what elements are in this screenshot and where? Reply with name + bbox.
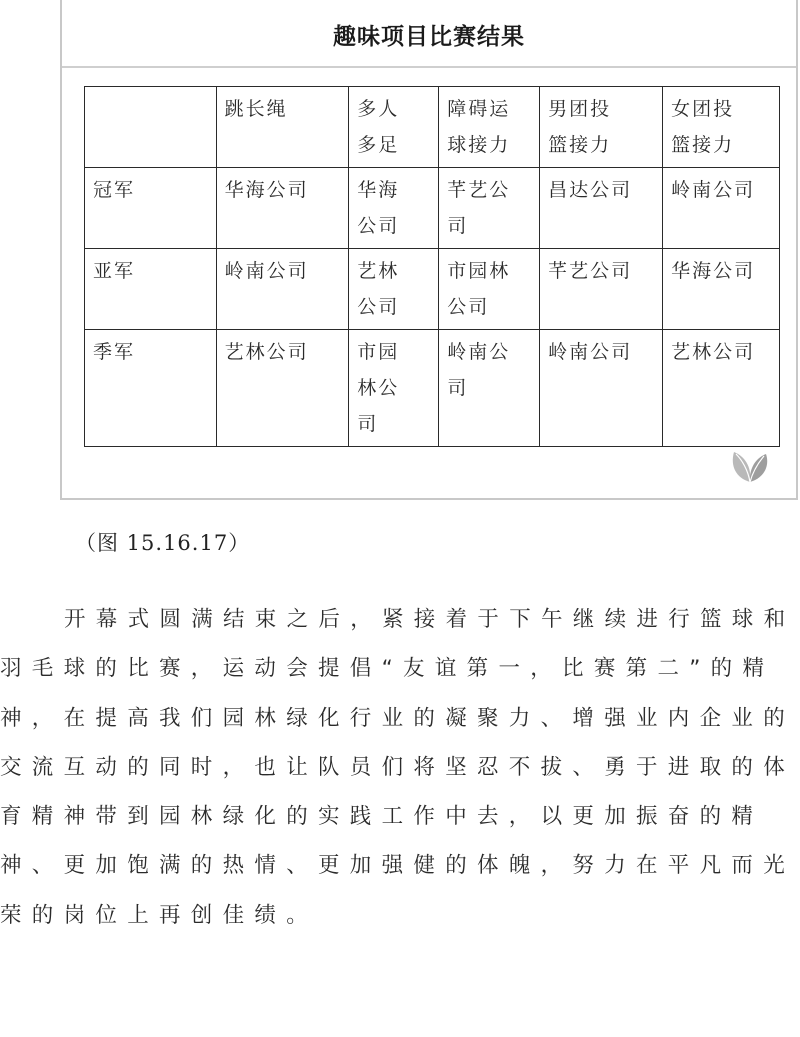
figure-card [60, 0, 798, 500]
table-header-cell: 障碍运球接力 [439, 87, 540, 168]
figure-caption: （图 15.16.17） [75, 531, 251, 555]
table-header-cell: 多人多足 [349, 87, 439, 168]
table-cell: 艺林公司 [349, 249, 439, 330]
table-cell: 昌达公司 [540, 168, 663, 249]
figure-title: 趣味项目比赛结果 [62, 0, 796, 68]
leaf-icon [728, 448, 772, 484]
table-cell: 岭南公司 [439, 330, 540, 447]
table-header-cell: 男团投篮接力 [540, 87, 663, 168]
table-cell: 亚军 [85, 249, 217, 330]
table-cell: 芊艺公司 [439, 168, 540, 249]
table-cell: 华海公司 [349, 168, 439, 249]
table-cell: 市园林公司 [349, 330, 439, 447]
table-cell: 岭南公司 [216, 249, 349, 330]
table-row [85, 249, 780, 330]
article-paragraph: 开幕式圆满结束之后，紧接着于下午继续进行篮球和羽毛球的比赛，运动会提倡“友谊第一，比赛第二”的精神，在提高我们园林绿化行业的凝聚力、增强业内企业的交流互动的同时，也让队员们将坚忍不拔、勇于进取的体育精神带到园林绿化的实践工作中去，以更加振奋的精神、更加饱满的热情、更加强健的体魄，努力在平凡而光荣的岗位上再创佳绩。 [0, 607, 796, 928]
table-cell: 岭南公司 [540, 330, 663, 447]
table-cell: 艺林公司 [216, 330, 349, 447]
table-header-row [85, 87, 780, 168]
table-cell: 芊艺公司 [540, 249, 663, 330]
table-header-cell [85, 87, 217, 168]
table-cell: 艺林公司 [663, 330, 780, 447]
table-cell: 岭南公司 [663, 168, 780, 249]
table-header-cell: 女团投篮接力 [663, 87, 780, 168]
table-header-cell: 跳长绳 [216, 87, 349, 168]
results-table [84, 86, 780, 447]
table-cell: 华海公司 [216, 168, 349, 249]
table-row [85, 168, 780, 249]
table-cell: 冠军 [85, 168, 217, 249]
table-cell: 季军 [85, 330, 217, 447]
table-cell: 市园林公司 [439, 249, 540, 330]
table-row [85, 330, 780, 447]
table-cell: 华海公司 [663, 249, 780, 330]
